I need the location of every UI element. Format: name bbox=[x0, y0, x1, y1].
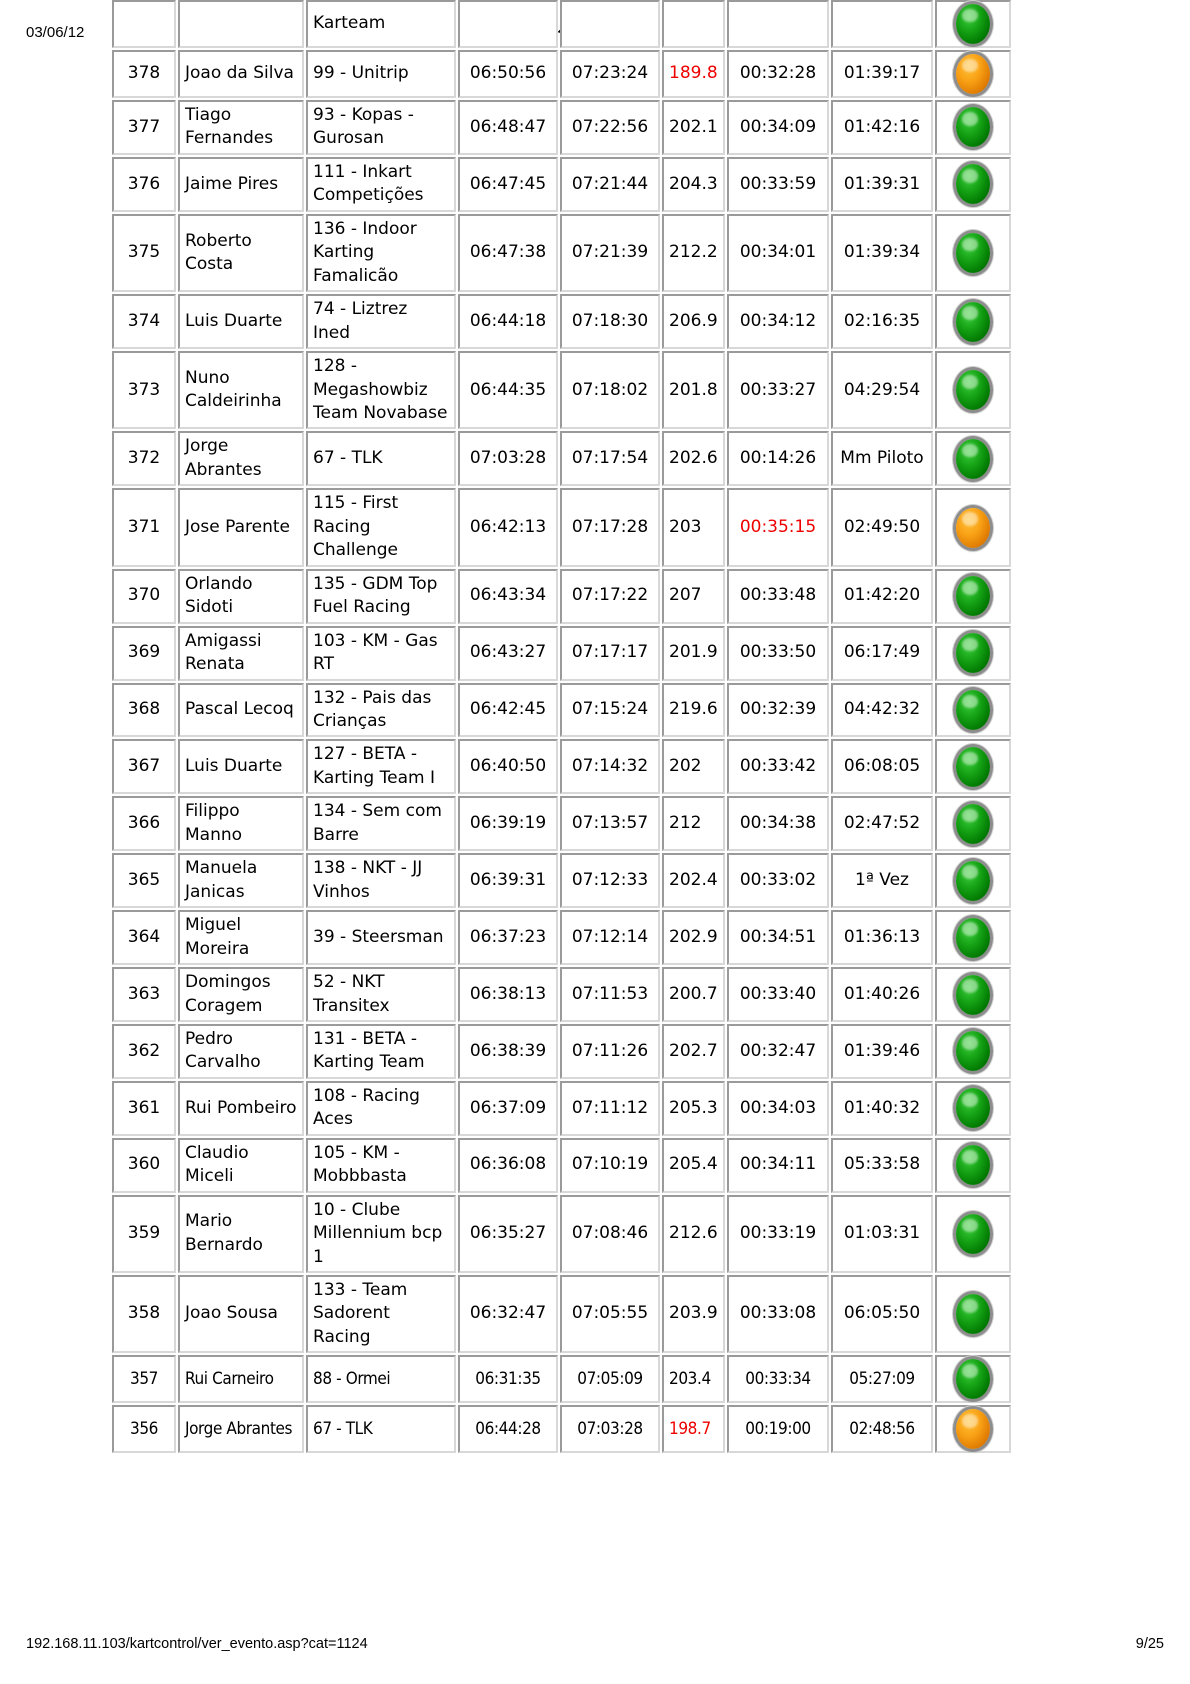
cell-team: 131 - BETA - Karting Team bbox=[306, 1024, 456, 1079]
cell-team: 103 - KM - Gas RT bbox=[306, 626, 456, 681]
status-light-cell bbox=[935, 739, 1011, 794]
cell-best-time: 04:42:32 bbox=[831, 683, 933, 738]
traffic-light-green-icon bbox=[956, 576, 990, 616]
cell-points: 205.3 bbox=[662, 1081, 725, 1136]
cell-driver-name: Rui Carneiro bbox=[178, 1355, 304, 1403]
table-cell bbox=[178, 0, 304, 48]
traffic-light-green-icon bbox=[956, 1294, 990, 1334]
cell-team: 88 - Ormei bbox=[306, 1355, 456, 1403]
cell-start-time: 06:50:56 bbox=[458, 50, 558, 98]
cell-end-time: 07:12:14 bbox=[560, 910, 660, 965]
traffic-light-green-icon bbox=[956, 439, 990, 479]
traffic-light-green-icon bbox=[956, 164, 990, 204]
print-date: 03/06/12 bbox=[26, 24, 85, 41]
cell-driver-name: Nuno Caldeirinha bbox=[178, 351, 304, 429]
cell-best-time: 04:29:54 bbox=[831, 351, 933, 429]
cell-driver-name: Pascal Lecoq bbox=[178, 683, 304, 738]
status-light-cell bbox=[935, 100, 1011, 155]
cell-driver-name: Filippo Manno bbox=[178, 796, 304, 851]
cell-start-time: 07:03:28 bbox=[458, 431, 558, 486]
traffic-light-amber-icon bbox=[956, 54, 990, 94]
status-light-cell bbox=[935, 1355, 1011, 1403]
cell-end-time: 07:12:33 bbox=[560, 853, 660, 908]
status-light-cell bbox=[935, 488, 1011, 566]
cell-team: 39 - Steersman bbox=[306, 910, 456, 965]
traffic-light-green-icon bbox=[956, 633, 990, 673]
cell-end-time: 07:13:57 bbox=[560, 796, 660, 851]
cell-position: 378 bbox=[112, 50, 176, 98]
cell-start-time: 06:47:45 bbox=[458, 157, 558, 212]
cell-start-time: 06:38:39 bbox=[458, 1024, 558, 1079]
cell-best-time: 01:39:17 bbox=[831, 50, 933, 98]
cell-points: 212 bbox=[662, 796, 725, 851]
cell-duration: 00:34:11 bbox=[727, 1138, 829, 1193]
table-row[interactable] bbox=[112, 1081, 1011, 1136]
table-row[interactable] bbox=[112, 488, 1011, 566]
status-light-cell bbox=[935, 1081, 1011, 1136]
cell-best-time: 1ª Vez bbox=[831, 853, 933, 908]
cell-best-time: 05:27:09 bbox=[831, 1355, 933, 1403]
cell-best-time: 02:48:56 bbox=[831, 1405, 933, 1453]
cell-end-time: 07:17:17 bbox=[560, 626, 660, 681]
cell-start-time: 06:35:27 bbox=[458, 1195, 558, 1273]
table-row[interactable] bbox=[112, 294, 1011, 349]
status-light-cell bbox=[935, 796, 1011, 851]
cell-duration: 00:14:26 bbox=[727, 431, 829, 486]
cell-best-time: Mm Piloto bbox=[831, 431, 933, 486]
cell-team: 135 - GDM Top Fuel Racing bbox=[306, 569, 456, 624]
traffic-light-green-icon bbox=[956, 1214, 990, 1254]
cell-position: 360 bbox=[112, 1138, 176, 1193]
print-footer bbox=[0, 1636, 1190, 1656]
table-cell: Karteam bbox=[306, 0, 456, 48]
cell-driver-name: Pedro Carvalho bbox=[178, 1024, 304, 1079]
cell-driver-name: Joao Sousa bbox=[178, 1275, 304, 1353]
status-light-cell bbox=[935, 1195, 1011, 1273]
cell-duration: 00:32:39 bbox=[727, 683, 829, 738]
traffic-light-green-icon bbox=[956, 1359, 990, 1399]
status-light-cell bbox=[935, 214, 1011, 292]
cell-points: 205.4 bbox=[662, 1138, 725, 1193]
cell-points: 201.8 bbox=[662, 351, 725, 429]
cell-driver-name: Joao da Silva bbox=[178, 50, 304, 98]
cell-points: 219.6 bbox=[662, 683, 725, 738]
traffic-light-green-icon bbox=[956, 975, 990, 1015]
cell-team: 67 - TLK bbox=[306, 1405, 456, 1453]
cell-duration: 00:19:00 bbox=[727, 1405, 829, 1453]
cell-driver-name: Mario Bernardo bbox=[178, 1195, 304, 1273]
cell-start-time: 06:44:28 bbox=[458, 1405, 558, 1453]
cell-driver-name: Jaime Pires bbox=[178, 157, 304, 212]
cell-end-time: 07:11:53 bbox=[560, 967, 660, 1022]
cell-end-time: 07:05:09 bbox=[560, 1355, 660, 1403]
status-light-cell bbox=[935, 1024, 1011, 1079]
cell-team: 128 - Megashowbiz Team Novabase bbox=[306, 351, 456, 429]
cell-driver-name: Jorge Abrantes bbox=[178, 1405, 304, 1453]
status-light-cell bbox=[935, 50, 1011, 98]
table-row[interactable] bbox=[112, 100, 1011, 155]
cell-points: 206.9 bbox=[662, 294, 725, 349]
status-light-cell bbox=[935, 294, 1011, 349]
cell-driver-name: Jose Parente bbox=[178, 488, 304, 566]
table-row[interactable] bbox=[112, 1195, 1011, 1273]
table-row[interactable] bbox=[112, 967, 1011, 1022]
table-cell bbox=[560, 0, 660, 48]
traffic-light-green-icon bbox=[956, 690, 990, 730]
cell-best-time: 05:33:58 bbox=[831, 1138, 933, 1193]
cell-duration: 00:33:02 bbox=[727, 853, 829, 908]
table-row[interactable] bbox=[112, 1405, 1011, 1453]
cell-team: 10 - Clube Millennium bcp 1 bbox=[306, 1195, 456, 1273]
cell-team: 132 - Pais das Crianças bbox=[306, 683, 456, 738]
cell-end-time: 07:03:28 bbox=[560, 1405, 660, 1453]
table-row[interactable] bbox=[112, 739, 1011, 794]
status-light-cell bbox=[935, 351, 1011, 429]
status-light-cell bbox=[935, 1138, 1011, 1193]
traffic-light-green-icon bbox=[956, 918, 990, 958]
cell-best-time: 01:03:31 bbox=[831, 1195, 933, 1273]
table-row[interactable] bbox=[112, 431, 1011, 486]
cell-end-time: 07:18:30 bbox=[560, 294, 660, 349]
cell-team: 52 - NKT Transitex bbox=[306, 967, 456, 1022]
table-row[interactable] bbox=[112, 853, 1011, 908]
cell-best-time: 01:39:46 bbox=[831, 1024, 933, 1079]
cell-position: 377 bbox=[112, 100, 176, 155]
cell-start-time: 06:32:47 bbox=[458, 1275, 558, 1353]
cell-end-time: 07:17:22 bbox=[560, 569, 660, 624]
cell-end-time: 07:17:54 bbox=[560, 431, 660, 486]
cell-duration: 00:33:08 bbox=[727, 1275, 829, 1353]
cell-duration: 00:33:42 bbox=[727, 739, 829, 794]
cell-duration: 00:33:19 bbox=[727, 1195, 829, 1273]
table-row[interactable] bbox=[112, 683, 1011, 738]
cell-best-time: 06:17:49 bbox=[831, 626, 933, 681]
cell-start-time: 06:38:13 bbox=[458, 967, 558, 1022]
cell-points: 203.4 bbox=[662, 1355, 725, 1403]
table-row[interactable] bbox=[112, 1275, 1011, 1353]
cell-end-time: 07:11:12 bbox=[560, 1081, 660, 1136]
cell-end-time: 07:05:55 bbox=[560, 1275, 660, 1353]
cell-team: 93 - Kopas - Gurosan bbox=[306, 100, 456, 155]
cell-end-time: 07:23:24 bbox=[560, 50, 660, 98]
cell-position: 376 bbox=[112, 157, 176, 212]
table-row[interactable] bbox=[112, 50, 1011, 98]
cell-duration: 00:33:48 bbox=[727, 569, 829, 624]
cell-duration: 00:33:50 bbox=[727, 626, 829, 681]
cell-driver-name: Tiago Fernandes bbox=[178, 100, 304, 155]
cell-duration: 00:33:40 bbox=[727, 967, 829, 1022]
cell-driver-name: Luis Duarte bbox=[178, 294, 304, 349]
cell-position: 359 bbox=[112, 1195, 176, 1273]
cell-points: 203.9 bbox=[662, 1275, 725, 1353]
cell-points: 200.7 bbox=[662, 967, 725, 1022]
status-light-cell bbox=[935, 626, 1011, 681]
cell-duration: 00:34:51 bbox=[727, 910, 829, 965]
cell-points: 202.9 bbox=[662, 910, 725, 965]
cell-points: 202 bbox=[662, 739, 725, 794]
cell-start-time: 06:39:31 bbox=[458, 853, 558, 908]
cell-best-time: 02:47:52 bbox=[831, 796, 933, 851]
cell-position: 364 bbox=[112, 910, 176, 965]
cell-position: 362 bbox=[112, 1024, 176, 1079]
cell-points: 207 bbox=[662, 569, 725, 624]
cell-end-time: 07:22:56 bbox=[560, 100, 660, 155]
cell-best-time: 06:08:05 bbox=[831, 739, 933, 794]
cell-team: 105 - KM - Mobbbasta bbox=[306, 1138, 456, 1193]
table-row[interactable] bbox=[112, 1024, 1011, 1079]
cell-position: 370 bbox=[112, 569, 176, 624]
cell-team: 127 - BETA - Karting Team I bbox=[306, 739, 456, 794]
cell-points: 202.6 bbox=[662, 431, 725, 486]
cell-points: 201.9 bbox=[662, 626, 725, 681]
cell-best-time: 01:36:13 bbox=[831, 910, 933, 965]
cell-start-time: 06:36:08 bbox=[458, 1138, 558, 1193]
cell-end-time: 07:15:24 bbox=[560, 683, 660, 738]
cell-duration: 00:32:28 bbox=[727, 50, 829, 98]
cell-position: 374 bbox=[112, 294, 176, 349]
status-light-cell bbox=[935, 431, 1011, 486]
traffic-light-green-icon bbox=[956, 302, 990, 342]
cell-end-time: 07:21:44 bbox=[560, 157, 660, 212]
table-row[interactable] bbox=[112, 1355, 1011, 1403]
cell-team: 108 - Racing Aces bbox=[306, 1081, 456, 1136]
traffic-light-green-icon bbox=[956, 107, 990, 147]
cell-duration: 00:34:38 bbox=[727, 796, 829, 851]
table-cell bbox=[727, 0, 829, 48]
cell-start-time: 06:44:18 bbox=[458, 294, 558, 349]
cell-points: 212.6 bbox=[662, 1195, 725, 1273]
traffic-light-green-icon bbox=[956, 4, 990, 44]
cell-position: 356 bbox=[112, 1405, 176, 1453]
table-row[interactable] bbox=[112, 796, 1011, 851]
cell-duration: 00:33:27 bbox=[727, 351, 829, 429]
cell-start-time: 06:43:34 bbox=[458, 569, 558, 624]
cell-duration: 00:34:12 bbox=[727, 294, 829, 349]
cell-end-time: 07:17:28 bbox=[560, 488, 660, 566]
table-cell bbox=[831, 0, 933, 48]
cell-start-time: 06:40:50 bbox=[458, 739, 558, 794]
table-cell bbox=[458, 0, 558, 48]
cell-team: 99 - Unitrip bbox=[306, 50, 456, 98]
cell-points: 202.7 bbox=[662, 1024, 725, 1079]
cell-start-time: 06:37:09 bbox=[458, 1081, 558, 1136]
cell-best-time: 01:42:16 bbox=[831, 100, 933, 155]
traffic-light-green-icon bbox=[956, 1145, 990, 1185]
traffic-light-green-icon bbox=[956, 804, 990, 844]
cell-points: 203 bbox=[662, 488, 725, 566]
table-row-partial bbox=[112, 0, 1011, 48]
cell-position: 375 bbox=[112, 214, 176, 292]
cell-driver-name: Roberto Costa bbox=[178, 214, 304, 292]
table-cell bbox=[662, 0, 725, 48]
table-row[interactable] bbox=[112, 157, 1011, 212]
cell-best-time: 01:42:20 bbox=[831, 569, 933, 624]
status-light-cell bbox=[935, 0, 1011, 48]
cell-points: 198.7 bbox=[662, 1405, 725, 1453]
cell-position: 372 bbox=[112, 431, 176, 486]
status-light-cell bbox=[935, 157, 1011, 212]
traffic-light-green-icon bbox=[956, 370, 990, 410]
cell-end-time: 07:14:32 bbox=[560, 739, 660, 794]
cell-position: 371 bbox=[112, 488, 176, 566]
print-footer-url: 192.168.11.103/kartcontrol/ver_evento.asp?cat=1124 bbox=[26, 1636, 368, 1652]
cell-best-time: 01:39:31 bbox=[831, 157, 933, 212]
cell-position: 358 bbox=[112, 1275, 176, 1353]
cell-driver-name: Rui Pombeiro bbox=[178, 1081, 304, 1136]
cell-team: 115 - First Racing Challenge bbox=[306, 488, 456, 566]
cell-points: 189.8 bbox=[662, 50, 725, 98]
traffic-light-green-icon bbox=[956, 233, 990, 273]
cell-start-time: 06:44:35 bbox=[458, 351, 558, 429]
cell-start-time: 06:47:38 bbox=[458, 214, 558, 292]
cell-end-time: 07:11:26 bbox=[560, 1024, 660, 1079]
cell-duration: 00:34:09 bbox=[727, 100, 829, 155]
cell-position: 367 bbox=[112, 739, 176, 794]
cell-driver-name: Luis Duarte bbox=[178, 739, 304, 794]
cell-points: 202.1 bbox=[662, 100, 725, 155]
cell-team: 136 - Indoor Karting Famalicão bbox=[306, 214, 456, 292]
cell-team: 111 - Inkart Competições bbox=[306, 157, 456, 212]
traffic-light-green-icon bbox=[956, 1031, 990, 1071]
status-light-cell bbox=[935, 967, 1011, 1022]
cell-duration: 00:35:15 bbox=[727, 488, 829, 566]
status-light-cell bbox=[935, 569, 1011, 624]
cell-start-time: 06:39:19 bbox=[458, 796, 558, 851]
table-row[interactable] bbox=[112, 214, 1011, 292]
cell-team: 74 - Liztrez Ined bbox=[306, 294, 456, 349]
cell-driver-name: Manuela Janicas bbox=[178, 853, 304, 908]
results-table bbox=[110, 0, 1013, 1455]
cell-driver-name: Amigassi Renata bbox=[178, 626, 304, 681]
cell-duration: 00:33:34 bbox=[727, 1355, 829, 1403]
traffic-light-amber-icon bbox=[956, 1409, 990, 1449]
table-row[interactable] bbox=[112, 626, 1011, 681]
status-light-cell bbox=[935, 910, 1011, 965]
cell-end-time: 07:18:02 bbox=[560, 351, 660, 429]
cell-start-time: 06:31:35 bbox=[458, 1355, 558, 1403]
cell-position: 357 bbox=[112, 1355, 176, 1403]
cell-best-time: 01:39:34 bbox=[831, 214, 933, 292]
cell-start-time: 06:42:13 bbox=[458, 488, 558, 566]
cell-start-time: 06:42:45 bbox=[458, 683, 558, 738]
table-row[interactable] bbox=[112, 910, 1011, 965]
cell-position: 373 bbox=[112, 351, 176, 429]
cell-driver-name: Jorge Abrantes bbox=[178, 431, 304, 486]
cell-duration: 00:33:59 bbox=[727, 157, 829, 212]
traffic-light-green-icon bbox=[956, 861, 990, 901]
table-row[interactable] bbox=[112, 569, 1011, 624]
cell-best-time: 01:40:32 bbox=[831, 1081, 933, 1136]
table-cell bbox=[112, 0, 176, 48]
cell-points: 204.3 bbox=[662, 157, 725, 212]
cell-position: 366 bbox=[112, 796, 176, 851]
status-light-cell bbox=[935, 1405, 1011, 1453]
cell-driver-name: Domingos Coragem bbox=[178, 967, 304, 1022]
cell-start-time: 06:43:27 bbox=[458, 626, 558, 681]
cell-best-time: 06:05:50 bbox=[831, 1275, 933, 1353]
cell-team: 134 - Sem com Barre bbox=[306, 796, 456, 851]
cell-duration: 00:34:01 bbox=[727, 214, 829, 292]
cell-end-time: 07:21:39 bbox=[560, 214, 660, 292]
cell-driver-name: Orlando Sidoti bbox=[178, 569, 304, 624]
status-light-cell bbox=[935, 853, 1011, 908]
results-table-body bbox=[112, 0, 1011, 1453]
cell-duration: 00:32:47 bbox=[727, 1024, 829, 1079]
cell-team: 138 - NKT - JJ Vinhos bbox=[306, 853, 456, 908]
cell-end-time: 07:10:19 bbox=[560, 1138, 660, 1193]
cell-position: 363 bbox=[112, 967, 176, 1022]
traffic-light-amber-icon bbox=[956, 508, 990, 548]
traffic-light-green-icon bbox=[956, 1088, 990, 1128]
cell-best-time: 02:49:50 bbox=[831, 488, 933, 566]
cell-start-time: 06:48:47 bbox=[458, 100, 558, 155]
traffic-light-green-icon bbox=[956, 747, 990, 787]
cell-team: 67 - TLK bbox=[306, 431, 456, 486]
cell-position: 361 bbox=[112, 1081, 176, 1136]
cell-best-time: 02:16:35 bbox=[831, 294, 933, 349]
cell-position: 369 bbox=[112, 626, 176, 681]
print-footer-page-number: 9/25 bbox=[1135, 1636, 1164, 1652]
status-light-cell bbox=[935, 683, 1011, 738]
cell-position: 368 bbox=[112, 683, 176, 738]
cell-driver-name: Claudio Miceli bbox=[178, 1138, 304, 1193]
cell-driver-name: Miguel Moreira bbox=[178, 910, 304, 965]
cell-position: 365 bbox=[112, 853, 176, 908]
table-row[interactable] bbox=[112, 351, 1011, 429]
cell-points: 202.4 bbox=[662, 853, 725, 908]
table-row[interactable] bbox=[112, 1138, 1011, 1193]
cell-points: 212.2 bbox=[662, 214, 725, 292]
cell-team: 133 - Team Sadorent Racing bbox=[306, 1275, 456, 1353]
cell-end-time: 07:08:46 bbox=[560, 1195, 660, 1273]
cell-duration: 00:34:03 bbox=[727, 1081, 829, 1136]
cell-start-time: 06:37:23 bbox=[458, 910, 558, 965]
cell-best-time: 01:40:26 bbox=[831, 967, 933, 1022]
status-light-cell bbox=[935, 1275, 1011, 1353]
